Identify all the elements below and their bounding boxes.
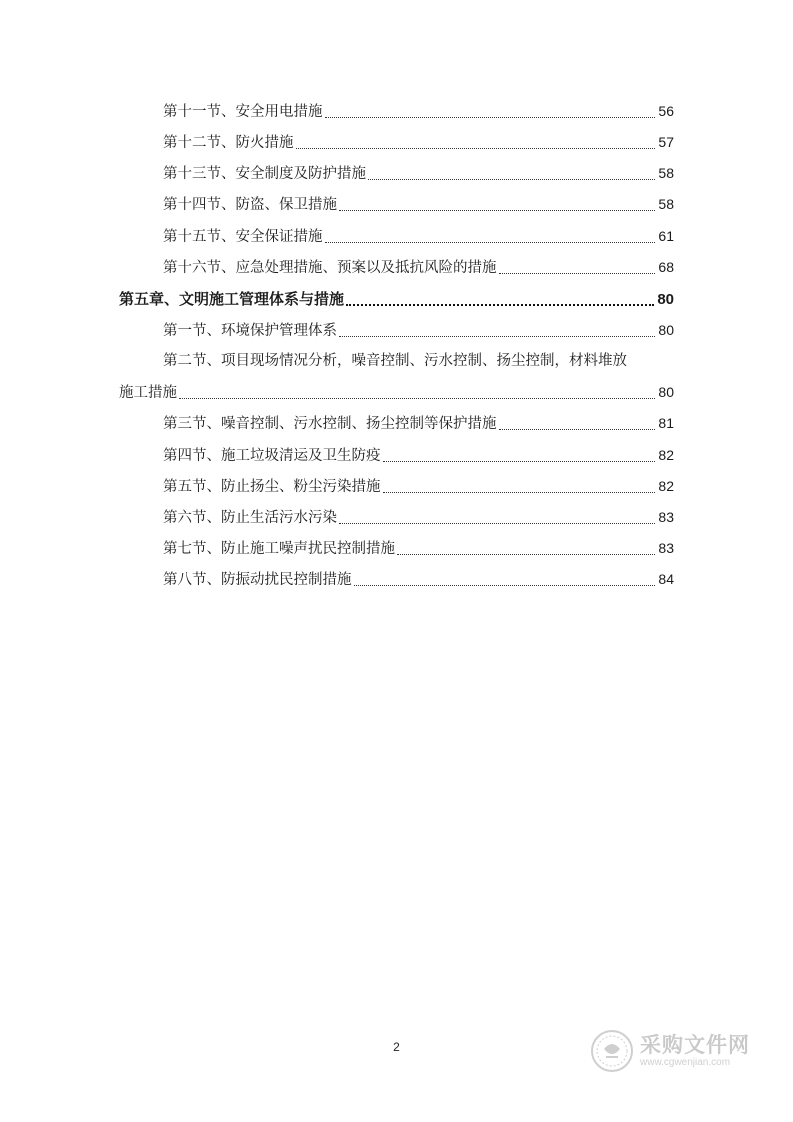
toc-entry-page: 58 [658, 165, 674, 181]
toc-entry[interactable] [119, 382, 674, 403]
dot-leader [499, 428, 656, 430]
toc-entry-title: 第一节、环境保护管理体系 [163, 323, 337, 339]
toc-entry-page: 80 [658, 322, 674, 338]
toc-entry-title: 第八节、防振动扰民控制措施 [163, 572, 352, 588]
toc-entry-page: 61 [658, 228, 674, 244]
toc-chapter[interactable] [119, 289, 674, 310]
toc-entry-title: 第五节、防止扬尘、粉尘污染措施 [163, 479, 381, 495]
toc-entry-title: 第十六节、应急处理措施、预案以及抵抗风险的措施 [163, 260, 497, 276]
toc-entry-page: 58 [658, 196, 674, 212]
dot-leader [354, 584, 656, 586]
dot-leader [499, 272, 656, 274]
toc-entry[interactable] [163, 476, 674, 497]
toc-entry[interactable] [163, 163, 674, 184]
toc-entry[interactable] [163, 538, 674, 559]
dot-leader [296, 147, 656, 149]
toc-entry-page: 82 [658, 478, 674, 494]
toc-entry[interactable] [163, 320, 674, 341]
toc-chapter-title: 第五章、文明施工管理体系与措施 [119, 290, 345, 308]
dot-leader [383, 491, 656, 493]
toc-entry-page: 82 [658, 447, 674, 463]
toc-chapter-page: 80 [657, 291, 674, 308]
toc-entry-title: 第十三节、安全制度及防护措施 [163, 166, 366, 182]
dot-leader [383, 460, 656, 462]
dot-leader [368, 178, 655, 180]
dot-leader [346, 303, 654, 306]
toc-entry[interactable] [163, 132, 674, 153]
toc-entry[interactable] [163, 413, 674, 434]
toc-entry[interactable] [163, 507, 674, 528]
seal-logo-icon [590, 1029, 634, 1073]
dot-leader [397, 553, 655, 555]
toc-entry-page: 83 [658, 540, 674, 556]
toc-entry[interactable] [163, 101, 674, 122]
toc-entry-title: 第四节、施工垃圾清运及卫生防疫 [163, 448, 381, 464]
dot-leader [325, 241, 656, 243]
dot-leader [325, 116, 656, 118]
watermark [590, 1026, 760, 1076]
toc-entry-title: 第六节、防止生活污水污染 [163, 510, 337, 526]
toc-entry[interactable] [163, 226, 674, 247]
toc-entry-page: 56 [658, 103, 674, 119]
watermark-url: www.cgwenjian.com [640, 1057, 731, 1068]
toc-entry-title: 第十一节、安全用电措施 [163, 104, 323, 120]
toc-entry[interactable] [163, 194, 674, 215]
toc-entry[interactable] [163, 445, 674, 466]
dot-leader [339, 335, 655, 337]
toc-entry-title: 第十四节、防盗、保卫措施 [163, 197, 337, 213]
toc-entry[interactable] [163, 257, 674, 278]
toc-entry[interactable] [163, 569, 674, 590]
toc-entry-page: 80 [658, 384, 674, 400]
toc-entry-page: 57 [658, 134, 674, 150]
toc-entry-title: 第三节、噪音控制、污水控制、扬尘控制等保护措施 [163, 416, 497, 432]
toc-entry-title: 第十二节、防火措施 [163, 135, 294, 151]
toc-entry-title: 施工措施 [119, 385, 177, 401]
toc-entry-page: 84 [658, 571, 674, 587]
toc-entry-page: 68 [658, 259, 674, 275]
watermark-brand: 采购文件网 [640, 1033, 750, 1057]
toc-entry-wrapped-line1[interactable]: 第二节、项目现场情况分析，噪音控制、污水控制、扬尘控制，材料堆放 [163, 353, 627, 369]
toc-entry-page: 81 [658, 415, 674, 431]
dot-leader [179, 397, 655, 399]
page-number: 2 [393, 1040, 400, 1054]
toc-entry-page: 83 [658, 509, 674, 525]
toc-entry-title: 第七节、防止施工噪声扰民控制措施 [163, 541, 395, 557]
dot-leader [339, 209, 655, 211]
toc-entry-title: 第十五节、安全保证措施 [163, 229, 323, 245]
watermark-text [640, 1033, 750, 1069]
dot-leader [339, 522, 655, 524]
